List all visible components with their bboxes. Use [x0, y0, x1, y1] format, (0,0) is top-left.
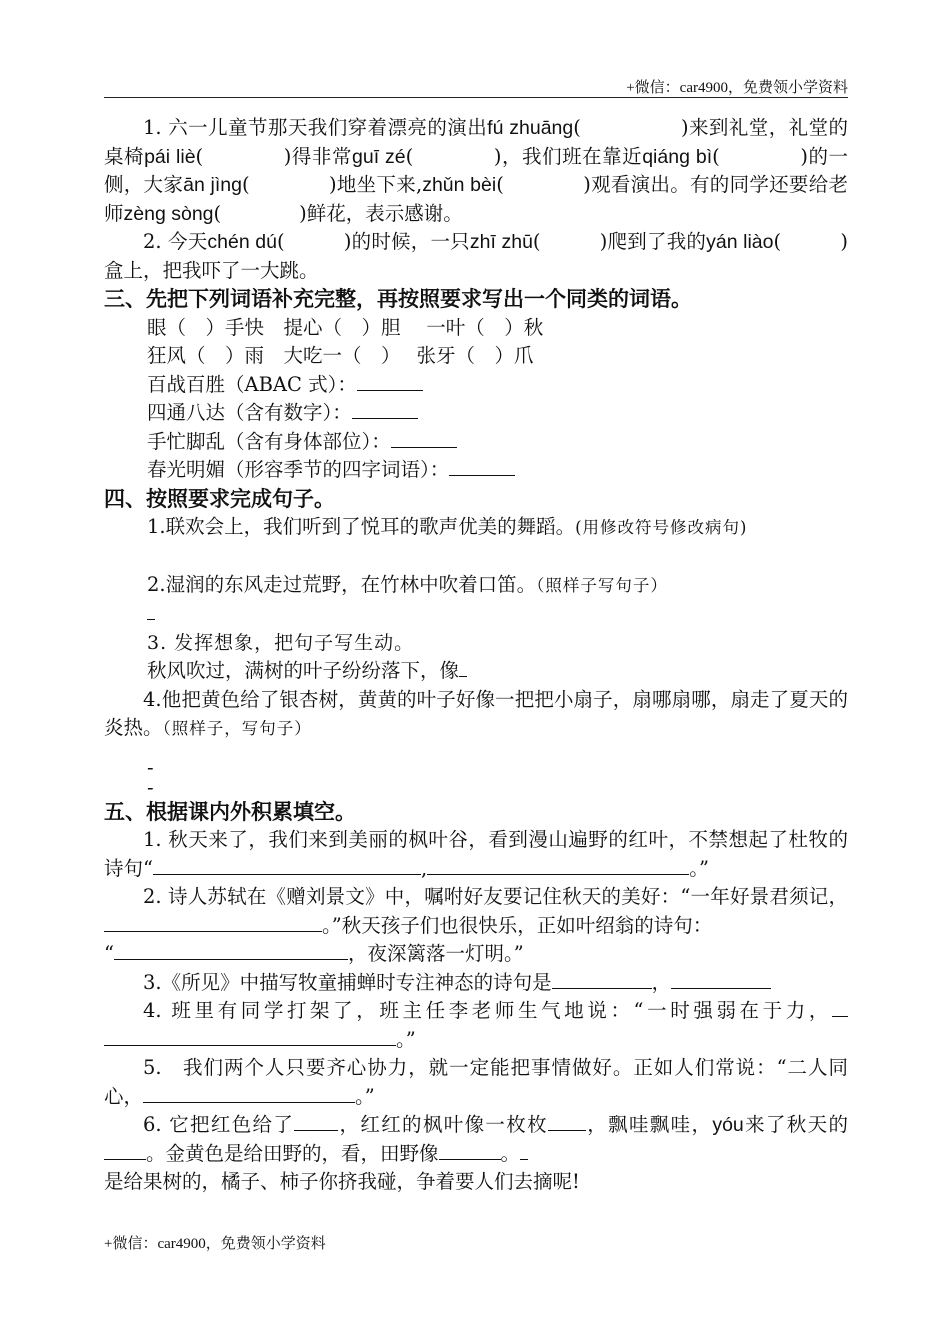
task-note: （照样子写句子）: [536, 575, 668, 595]
answer-blank[interactable]: [832, 998, 848, 1017]
fill-question-5: 5. 我们两个人只要齐心协力，就一定能把事情做好。正如人们常说：“二人同心， 。”: [104, 1056, 848, 1108]
answer-blank[interactable]: [352, 400, 418, 419]
sentence-task-4: 4.他把黄色给了银杏树，黄黄的叶子好像一把把小扇子，扇哪扇哪，扇走了夏天的炎热。（照样子，写句子）: [104, 687, 848, 739]
section-3-title: 三、先把下列词语补充完整，再按照要求写出一个同类的词语。: [104, 287, 692, 311]
fill-question-3: 3.《所见》中描写牧童捕蝉时专注神态的诗句是 ，: [104, 969, 848, 998]
page-footer: +微信：car4900，免费领小学资料: [104, 1236, 326, 1252]
answer-blank[interactable]: [104, 1027, 396, 1046]
pinyin-question-1: 1. 六一儿童节那天我们穿着漂亮的演出fú zhuāng( )来到礼堂，礼堂的桌椅pái liè( )得非常guī zé( )，我们班在靠近qiáng bì( )的一侧，大家ān jìng( )地坐下来,zhǔn bèi( )观看演出。有的同学还要给老师zèng sòng( )鲜花，表示感谢。: [104, 116, 849, 225]
sentence-task-3-prompt: 秋风吹过，满树的叶子纷纷落下，像: [104, 657, 848, 686]
worksheet-content: [104, 114, 848, 1197]
idiom-item-1: 百战百胜（ABAC 式）：: [104, 371, 848, 400]
pinyin-prompt: qiáng bì: [642, 145, 713, 168]
answer-blank[interactable]: [439, 1141, 501, 1160]
idiom-row-2: 狂风（ ）雨 大吃一（ ） 张牙（ ）爪: [147, 344, 534, 367]
sentence-task-3: 3. 发挥想象，把句子写生动。: [147, 631, 415, 654]
pinyin-prompt: zèng sòng: [123, 202, 214, 225]
header-rule: [104, 97, 848, 98]
pinyin-question-2: 2. 今天chén dú( )的时候，一只zhī zhū( )爬到了我的yán liào( )盒上，把我吓了一大跳。: [104, 230, 849, 282]
idiom-row-1: 眼（ ）手快 提心（ ）胆 一叶（ ）秋: [147, 315, 544, 339]
answer-blank[interactable]: [114, 941, 348, 960]
pinyin-prompt: yán liào: [706, 231, 774, 253]
section-5-title: 五、根据课内外积累填空。: [104, 799, 356, 824]
answer-dash-1[interactable]: -: [147, 757, 154, 778]
pinyin-prompt: pái liè: [144, 145, 196, 168]
pinyin-prompt: ān jìng: [183, 174, 242, 196]
answer-blank[interactable]: [449, 457, 515, 476]
pinyin-prompt: fú zhuāng: [487, 117, 574, 139]
pinyin-prompt: zhǔn bèi: [422, 174, 497, 196]
answer-line[interactable]: [520, 1143, 528, 1160]
section-4-title: 四、按照要求完成句子。: [104, 486, 335, 511]
answer-blank[interactable]: [391, 429, 457, 448]
fill-question-2: 2. 诗人苏轼在《赠刘景文》中，嘱咐好友要记住秋天的美好：“一年好景君须记，。”秋天孩子们也很快乐，正如叶绍翁的诗句：: [104, 883, 848, 940]
idiom-item-3: 手忙脚乱（含有身体部位）：: [104, 428, 848, 457]
answer-blank[interactable]: [427, 856, 689, 875]
answer-blank[interactable]: [153, 856, 421, 875]
idiom-item-2: 四通八达（含有数字）：: [104, 399, 848, 428]
pinyin-prompt: chén dú: [207, 231, 277, 253]
pinyin-prompt: yóu: [712, 1114, 744, 1136]
sentence-task-1: 1.联欢会上，我们听到了悦耳的歌声优美的舞蹈。(用修改符号修改病句): [147, 515, 748, 538]
answer-blank[interactable]: [671, 970, 771, 989]
idiom-item-4: 春光明媚（形容季节的四字词语）：: [104, 456, 848, 485]
answer-space[interactable]: [104, 543, 848, 571]
answer-blank[interactable]: [294, 1112, 338, 1131]
answer-blank[interactable]: [143, 1084, 355, 1103]
sentence-task-2: 2.湿润的东风走过荒野，在竹林中吹着口笛。（照样子写句子）: [147, 572, 668, 596]
answer-blank[interactable]: [104, 1141, 146, 1160]
answer-blank[interactable]: [548, 1112, 586, 1131]
fill-question-6: 6. 它把红色给了 ，红红的枫叶像一枚枚 ，飘哇飘哇，yóu来了秋天的。金黄色是给田野的，看，田野像 。: [104, 1111, 848, 1168]
answer-blank[interactable]: [104, 913, 322, 932]
task-note: （照样子，写句子）: [162, 719, 312, 738]
answer-line[interactable]: [459, 660, 467, 677]
answer-line[interactable]: [104, 600, 848, 629]
fill-question-4: 4. 班里有同学打架了，班主任李老师生气地说：“一时强弱在于力，。”: [104, 997, 848, 1054]
answer-blank[interactable]: [552, 970, 652, 989]
fill-question-1: 1. 秋天来了，我们来到美丽的枫叶谷，看到漫山遍野的红叶，不禁想起了杜牧的诗句“ , 。”: [104, 828, 848, 880]
answer-dash-2[interactable]: -: [147, 777, 154, 798]
fill-question-2-cont: “ ，夜深篱落一灯明。”: [104, 942, 524, 965]
page-header: +微信：car4900，免费领小学资料: [626, 80, 848, 96]
answer-blank[interactable]: [357, 372, 423, 391]
pinyin-prompt: guī zé: [352, 145, 406, 168]
fill-question-6-cont: 是给果树的，橘子、柿子你挤我碰，争着要人们去摘呢!: [104, 1170, 580, 1193]
task-note: (用修改符号修改病句): [575, 518, 748, 537]
pinyin-prompt: zhī zhū: [469, 231, 533, 253]
